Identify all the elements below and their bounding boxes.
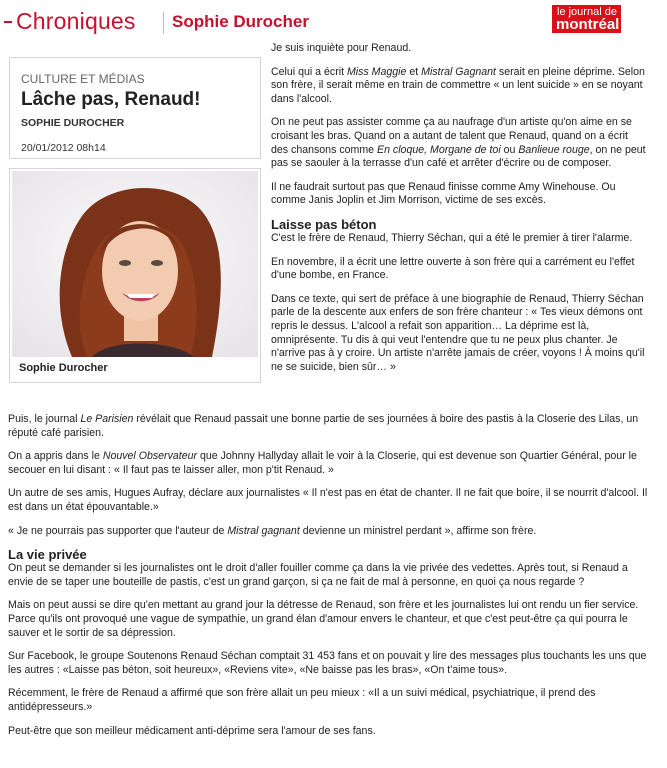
- author-photo: [12, 171, 258, 357]
- logo-line2: montréal: [556, 16, 620, 33]
- paragraph: Puis, le journal Le Parisien révélait que Renaud passait une bonne partie de ses journées à boire des pastis à la Closerie des Lilas, un réputé café parisien.: [8, 413, 639, 439]
- paragraph: Je suis inquiète pour Renaud.: [271, 42, 412, 54]
- photo-caption: Sophie Durocher: [19, 362, 108, 374]
- paragraph: Un autre de ses amis, Hugues Aufray, déclare aux journalistes « Il n'est pas en état de chanter. Il ne fait que boire, il se nourrit d'alcool. Il est dans un état épouvantable.»: [8, 487, 648, 513]
- header-dash: [4, 21, 12, 23]
- article-body-full-width: [8, 413, 648, 748]
- paragraph: On peut se demander si les journalistes ont le droit d'aller fouiller comme ça dans la vie privée des vedettes. Après tout, si Renaud a envie de se taper une bouteille de pastis, c'est un grand garçon, si ça ne fait de mal à personne, en quoi ça nous regarde ?: [8, 562, 628, 588]
- paragraph: C'est le frère de Renaud, Thierry Séchan, qui a été le premier à tirer l'alarme.: [271, 231, 633, 244]
- paragraph: « Je ne pourrais pas supporter que l'auteur de Mistral gagnant devienne un ministrel perdant », affirme son frère.: [8, 524, 537, 537]
- section-heading: Laisse pas béton: [271, 216, 377, 232]
- section-title[interactable]: Chroniques: [16, 8, 136, 34]
- header-author-name[interactable]: Sophie Durocher: [172, 12, 309, 31]
- paragraph: Sur Facebook, le groupe Soutenons Renaud Séchan comptait 31 453 fans et on pouvait y lire des messages plus touchants les uns que les autres : «Laisse pas béton, soit heureux», «Reviens vite», «Ne baisse pas les bras», «On t'aime tous».: [8, 650, 647, 676]
- author-photo-box: [9, 168, 261, 383]
- article-info-box: [9, 57, 261, 159]
- paragraph: Mais on peut aussi se dire qu'en mettant au grand jour la détresse de Renaud, son frère et les journalistes lui ont rendu un fier service. Parce qu'ils ont provoqué une vague de sympathie, un grand élan d'amour envers le chanteur, et que c'est peut-être ça qui pourra le sauver et le sortir de sa dépression.: [8, 599, 639, 639]
- paragraph: Dans ce texte, qui sert de préface à une biographie de Renaud, Thierry Séchan parle de la descente aux enfers de son frère chanteur : « Tes vieux démons ont repris le dessus. L'alcool a refait son apparition… La déprime est là, omniprésente. Tu dis à qui veut l'entendre que tu ne peux plus chanter. Je n'arrive pas à y croire. Un artiste n'arrête jamais de créer, voyons ! À moins qu'il ne se suicide, bien sûr… »: [271, 292, 645, 373]
- paragraph: Il ne faudrait surtout pas que Renaud finisse comme Amy Winehouse. Ou comme Janis Joplin et Jim Morrison, victime de ses excès.: [271, 180, 616, 207]
- paragraph: On a appris dans le Nouvel Observateur que Johnny Hallyday allait le voir à la Closerie, qui est devenue son Quartier Général, pour le secouer en lui disant : « Il faut pas te laisser aller, mon p'tit Renaud. »: [8, 450, 637, 476]
- article-title: Lâche pas, Renaud!: [21, 89, 201, 110]
- paragraph: Peut-être que son meilleur médicament anti-déprime sera l'amour de ses fans.: [8, 724, 376, 737]
- article-byline: SOPHIE DUROCHER: [21, 117, 125, 129]
- logo-line1: le journal de: [557, 6, 617, 18]
- article-date: 20/01/2012 08h14: [21, 142, 106, 154]
- section-heading: La vie privée: [8, 547, 87, 563]
- article-body-right-column: [271, 42, 646, 384]
- paragraph: On ne peut pas assister comme ça au naufrage d'un artiste qu'on aime en se croisant les bras. Quand on a autant de talent que Renaud, quand on a écrit des chansons comme En cloque, Morgane de toi ou Banlieue rouge, on ne peut pas se saouler à la terrasse d'un café et arrêter d'écrire ou de composer.: [271, 116, 646, 170]
- journal-logo[interactable]: [552, 5, 621, 33]
- article-category[interactable]: CULTURE ET MÉDIAS: [21, 72, 145, 86]
- paragraph: Celui qui a écrit Miss Maggie et Mistral Gagnant serait en pleine déprime. Selon son frère, il serait même en train de commettre « un lent suicide » en se noyant dans l'alcool.: [271, 65, 645, 105]
- page-header: [0, 0, 667, 42]
- paragraph: Récemment, le frère de Renaud a affirmé que son frère allait un peu mieux : «Il a un suivi médical, psychiatrique, il prend des antidépresseurs.»: [8, 687, 596, 713]
- paragraph: En novembre, il a écrit une lettre ouverte à son frère qui a carrément eu l'effet d'une bombe, en France.: [271, 255, 635, 282]
- header-separator: [163, 12, 164, 34]
